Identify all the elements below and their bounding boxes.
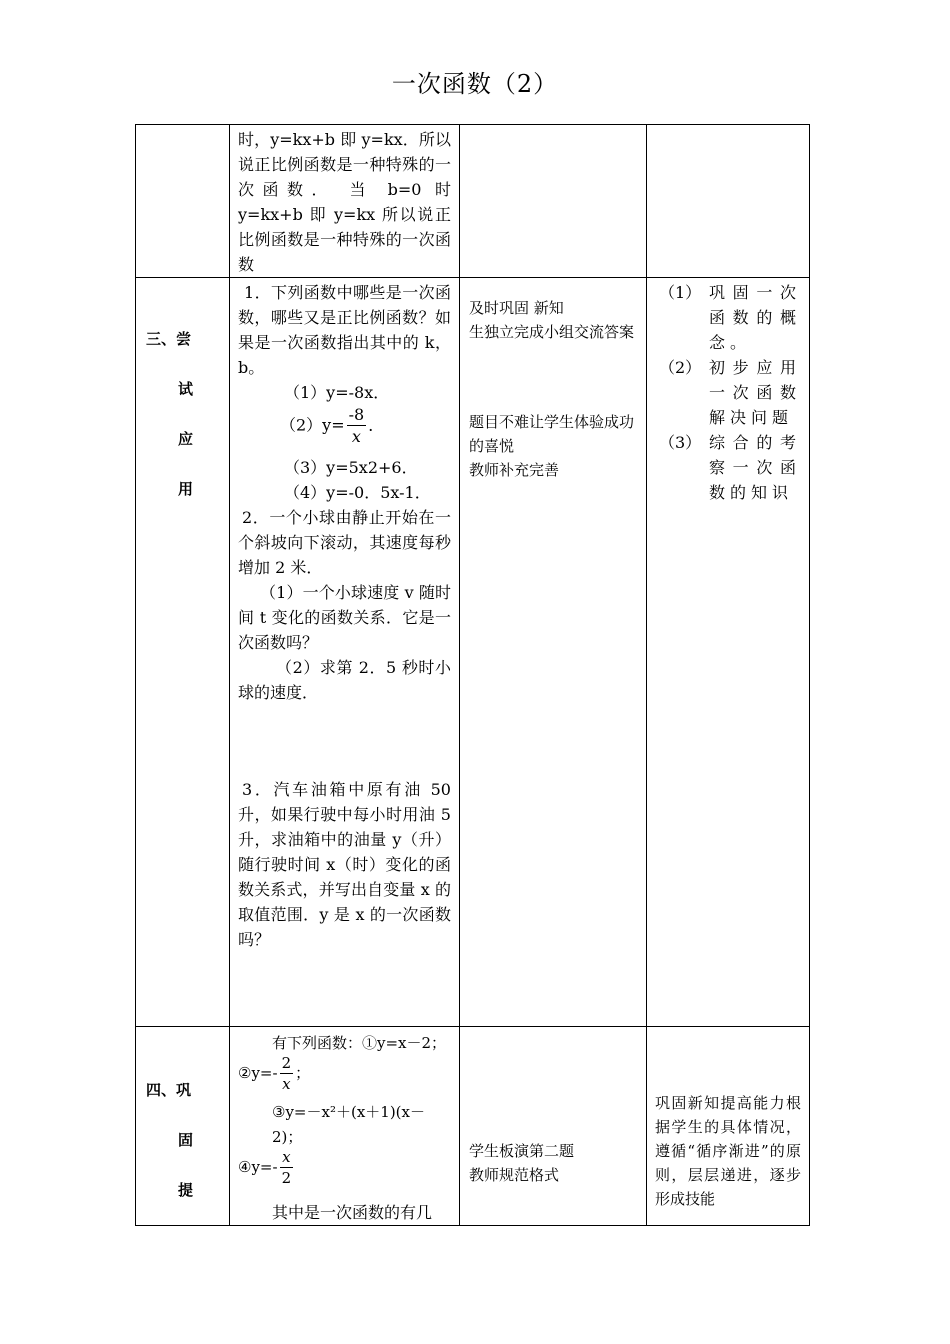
question-1-c: （3）y=5x2+6． [284,458,418,477]
content-cell [230,125,460,278]
goal-cell [647,1027,810,1226]
goal-cell [647,125,810,278]
stage-cell [136,125,230,278]
activity-cell [460,1027,647,1226]
list-item: （2） 初步应用一次函数解决问题 [659,358,801,427]
goal-text: 巩固新知提高能力根据学生的具体情况，遵循“循序渐进”的原则，层层递进，逐步形成技能 [655,1094,801,1208]
question-2: 2．一个小球由静止开始在一个斜坡向下滚动，其速度每秒增加 2 米． [238,508,451,577]
function-list-intro: 有下列函数：①y=x－2； [272,1034,447,1052]
lesson-plan-table [135,124,810,1226]
exercise-list [230,278,459,952]
stage-cell: 四、巩 固 提 [136,1027,230,1226]
goal-cell [647,278,810,1027]
stage-cell: 三、尝 试 应 用 [136,278,230,1027]
content-cell [230,1027,460,1226]
question-1-d: （4）y=-0．5x-1． [284,483,431,502]
question-1: 1．下列函数中哪些是一次函数，哪些又是正比例函数？如果是一次函数指出其中的 k，b。 [238,283,451,377]
activity-cell [460,125,647,278]
goal-list [647,278,809,505]
list-item: （1） 巩固一次函数的概念。 [659,283,801,352]
question-3: 3．汽车油箱中原有油 50 升，如果行驶中每小时用油 5 升，求油箱中的油量 y（升）随行驶时间 x（时）变化的函数关系式，并写出自变量 x 的取值范围．y 是 x 的一次函数吗？ [238,780,451,949]
table-row [136,278,810,1027]
content-cell [230,278,460,1027]
exercise-list [230,1027,459,1225]
fraction: $\frac{2}{x}$ [281,1054,292,1093]
question-2-2: （2）求第 2．5 秒时小球的速度． [238,658,451,702]
question-text: 其中是一次函数的有几 [272,1203,433,1222]
fraction: $\frac{x}{2}$ [281,1148,292,1187]
question-1-a: （1）y=-8x． [284,383,390,402]
activity-text: 及时巩固 新知 生独立完成小组交流答案 题目不难让学生体验成功的喜悦 教师补充完善 [469,299,635,479]
fraction: $\frac{-8}{x}$ [348,405,365,446]
table-row [136,125,810,278]
function-4: ④y=- $\frac{x}{2}$ [238,1148,292,1187]
activity-cell [460,278,647,1027]
page-title: 一次函数（2） [391,70,559,98]
list-item: （3） 综合的考察一次函数的知识 [659,433,801,502]
content-text: 时，y=kx+b 即 y=kx．所以说正比例函数是一种特殊的一次函数． 当 b=0 时 y=kx+b 即 y=kx 所以说正比例函数是一种特殊的一次函数 [238,130,451,274]
function-2: ②y=- $\frac{2}{x}$ ； [238,1054,311,1093]
question-2-1: （1）一个小球速度 v 随时间 t 变化的函数关系．它是一次函数吗？ [238,583,451,652]
table-row [136,1027,810,1226]
activity-text: 学生板演第二题 教师规范格式 [469,1142,575,1184]
question-1-b: （2）y= $\frac{-8}{x}$ ． [280,405,385,446]
function-3: ③y=－x²＋(x＋1)(x－2)； [272,1103,425,1146]
